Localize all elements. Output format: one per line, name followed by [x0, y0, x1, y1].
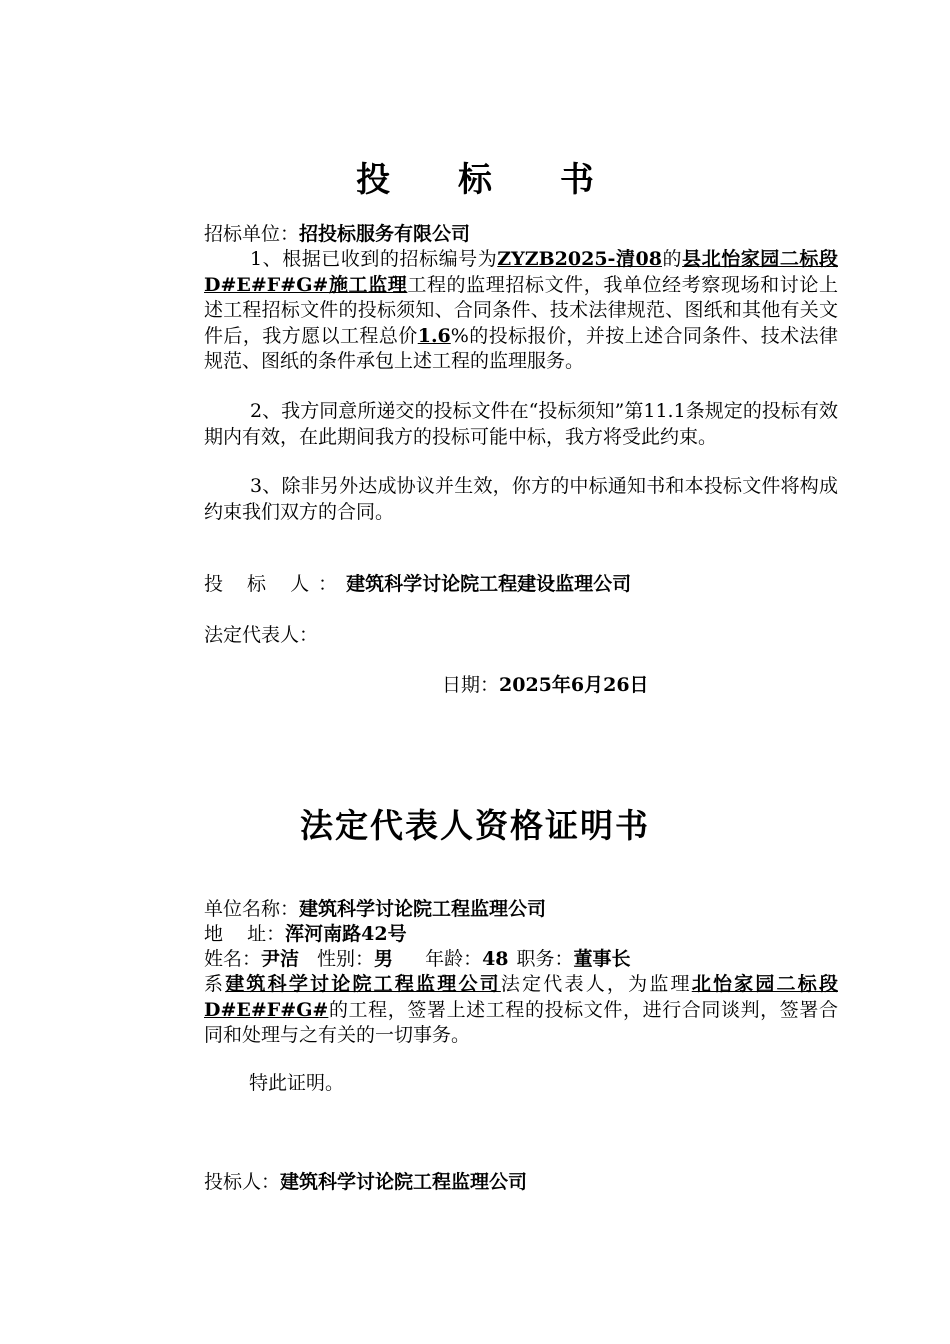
p1-text-c: 工程的监理招标文件，我单位经考察现场和讨论上述工程招标文件的投标须知、合同条件、技术法律规范、图纸和其他有关文件后，我方愿以工程总价: [204, 273, 838, 347]
age-value: 48: [482, 948, 509, 970]
bid-paragraph-1: [204, 247, 838, 375]
recipient-label: 招标单位：: [204, 223, 300, 245]
body-text-c: 的工程，签署上述工程的投标文件，进行合同谈判，签署合同和处理与之有关的一切事务。: [204, 998, 838, 1046]
body-company: 建筑科学讨论院工程监理公司: [225, 973, 501, 995]
certificate-body: [204, 972, 838, 1049]
p1-text-d: %的投标报价，并按上述合同条件、技术法律规范、图纸的条件承包上述工程的监理服务。: [204, 324, 838, 372]
legal-rep-label: 法定代表人：: [204, 624, 319, 646]
certificate-title: 法定代表人资格证明书: [300, 806, 650, 845]
date-value: 2025年6月26日: [499, 674, 649, 696]
cert-bidder-line: [204, 1170, 527, 1195]
bid-paragraph-2: 2、我方同意所递交的投标文件在“投标须知”第11.1条规定的投标有效期内有效，在此期间我方的投标可能中标，我方将受此约束。: [204, 400, 838, 448]
address-line: [204, 922, 407, 947]
bid-rate: 1.6: [417, 324, 451, 347]
address-value: 浑河南路42号: [285, 923, 407, 945]
special-statement: 特此证明。: [249, 1072, 345, 1094]
age-label: 年龄：: [425, 948, 483, 970]
gender-value: 男: [374, 948, 394, 970]
project-name: 县北怡家园二标段D#E#F#G#施工监理: [204, 248, 838, 296]
bid-paragraph-3: 3、除非另外达成协议并生效，你方的中标通知书和本投标文件将构成约束我们双方的合同。: [204, 475, 838, 523]
bidder-name: 建筑科学讨论院工程建设监理公司: [346, 573, 632, 595]
p1-text-b: 的: [661, 248, 683, 270]
name-label: 姓名：: [204, 948, 262, 970]
position-label: 职务：: [516, 948, 574, 970]
unit-line: [204, 897, 546, 922]
bid-number: ZYZB2025-清08: [497, 248, 662, 270]
person-name: 尹洁: [261, 948, 300, 970]
unit-name: 建筑科学讨论院工程监理公司: [299, 898, 547, 920]
bid-letter-title: 投 标 书: [356, 160, 622, 200]
legal-rep-line: [204, 623, 318, 648]
gender-label: 性别：: [317, 948, 375, 970]
cert-bidder-name: 建筑科学讨论院工程监理公司: [280, 1171, 528, 1193]
p1-text-a: 1、根据已收到的招标编号为: [250, 248, 498, 270]
address-label: 地 址：: [204, 923, 286, 945]
person-line: [204, 947, 631, 972]
bidder-label: 投 标 人：: [204, 573, 347, 595]
body-project: 北怡家园二标段D#E#F#G#: [204, 973, 838, 1021]
date-line: [442, 673, 649, 698]
cert-bidder-label: 投标人：: [204, 1171, 281, 1193]
unit-label: 单位名称：: [204, 898, 300, 920]
position-value: 董事长: [573, 948, 631, 970]
body-text-a: 系: [204, 973, 226, 995]
recipient-line: [204, 222, 470, 247]
bidder-line: [204, 572, 631, 597]
recipient-name: 招投标服务有限公司: [299, 223, 471, 245]
date-label: 日期：: [442, 674, 500, 696]
body-text-b: 法定代表人，为监理: [500, 973, 692, 995]
